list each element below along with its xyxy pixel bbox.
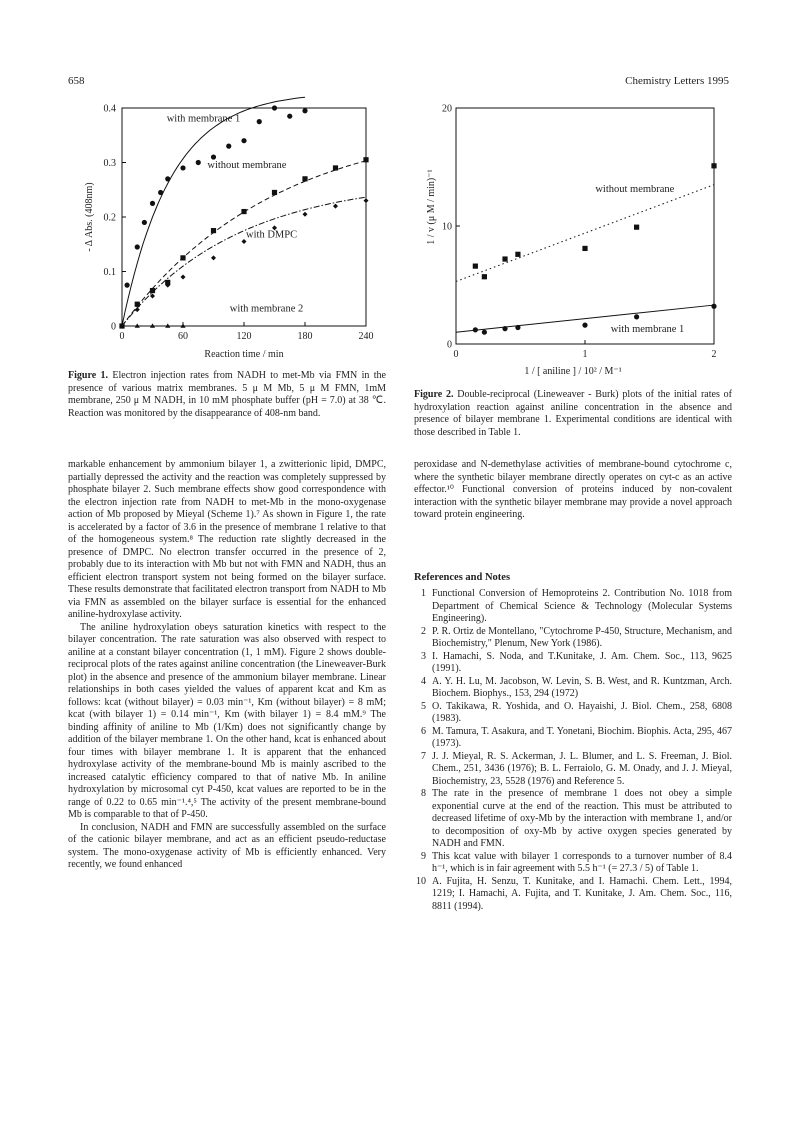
y-tick-label: 10 [442, 221, 452, 233]
y-tick-label: 20 [442, 103, 452, 115]
data-point [302, 176, 307, 181]
reference-item [414, 701, 732, 726]
data-point [272, 190, 277, 195]
legend-label: with DMPC [246, 229, 298, 241]
data-point [135, 307, 140, 312]
data-point [211, 154, 216, 159]
y-tick-label: 0.1 [103, 267, 116, 278]
data-point [473, 264, 478, 269]
y-tick-label: 0.2 [103, 212, 116, 224]
data-point [180, 165, 185, 170]
y-tick-label: 0 [111, 321, 116, 333]
reference-text: I. Hamachi, S. Noda, and T.Kunitake, J. Am. Chem. Soc., 113, 9625 (1991). [432, 650, 732, 674]
data-point [150, 288, 155, 293]
data-point [711, 304, 716, 309]
figure-2-caption-label: Figure 2. [414, 389, 454, 400]
data-point [226, 144, 231, 149]
body-paragraph: peroxidase and N-demethylase activities of membrane-bound cytochrome c, where the synthetic bilayer membrane directly operates on cyt-c as an active effector.¹⁰ Functional conversion of proteins induced by non-covalent interaction with the synthetic bilayer membrane may provide a novel approach toward protein engineering. [414, 459, 732, 520]
figure-2-caption-text: Double-reciprocal (Lineweaver - Burk) plots of the initial rates of hydroxylation reaction against aniline concentration in the absence and presence of bilayer membrane 1. Experimental conditions are identical with those described in Table 1. [414, 389, 732, 438]
reference-number: 9 [421, 850, 426, 862]
data-point [241, 138, 246, 143]
data-point [582, 323, 587, 328]
reference-number: 2 [421, 625, 426, 637]
x-tick-label: 0 [119, 331, 125, 342]
data-point [211, 255, 216, 260]
reference-item [414, 751, 732, 789]
data-point [364, 198, 369, 203]
data-point [135, 244, 140, 249]
data-point [135, 302, 140, 307]
figure-1-caption [68, 370, 386, 420]
reference-number: 4 [421, 675, 426, 687]
reference-number: 10 [416, 875, 426, 887]
data-point [634, 225, 639, 230]
reference-number: 5 [421, 700, 426, 712]
reference-text: J. J. Mieyal, R. S. Ackerman, J. L. Blumer, and L. S. Freeman, J. Biol. Chem., 251, 3436 (1976); B. L. Ferraiolo, G. M. Onady, and J. J. Mieyal, Biochemistry, 23, 5528 (1976) and Reference 5. [432, 750, 732, 787]
reference-text: M. Tamura, T. Asakura, and T. Yonetani, Biochim. Biophis. Acta, 295, 467 (1973). [432, 725, 732, 749]
reference-item [414, 726, 732, 751]
legend-label: with membrane 2 [229, 303, 304, 315]
data-point [502, 256, 507, 261]
figure-1-caption-text: Electron injection rates from NADH to met-Mb via FMN in the presence of various matrix membranes. 5 μ M Mb, 5 μ M FMN, 1mM membrane, 250 μ M NADH, in 10 mM phosphate buffer (pH = 7.0) at 38 ℃. Reaction was monitored by the disappearance of 408-nm band. [68, 370, 386, 419]
x-tick-label: 60 [178, 331, 188, 342]
plot-frame [456, 108, 714, 344]
x-tick-label: 2 [711, 349, 717, 360]
fit-line [456, 185, 714, 282]
figure-2-chart [410, 98, 740, 384]
data-point [302, 108, 307, 113]
x-axis-label: Reaction time / min [204, 349, 284, 360]
reference-item [414, 788, 732, 851]
data-point [158, 190, 163, 195]
reference-text: The rate in the presence of membrane 1 does not obey a simple exponential curve at the end of the reaction. This must be attributed to decreased lifetime of oxy-Mb by the interaction with membrane 1, and/or to decomposition of oxy-Mb by active oxygen species generated by NADH and FMN. [432, 788, 732, 849]
reference-text: A. Fujita, H. Senzu, T. Kunitake, and I. Hamachi. Chem. Lett., 1994, 1219; I. Hamachi, A. Fujita, and T. Kunitake, J. Am. Chem. Soc., 116, 8811 (1994). [432, 875, 732, 912]
reference-text: This kcat value with bilayer 1 corresponds to a turnover number of 8.4 h⁻¹, which is in fair agreement with 5.5 h⁻¹ (= 27.3 / 5) of Table 1. [432, 850, 732, 874]
reference-item [414, 588, 732, 626]
reference-number: 8 [421, 788, 426, 799]
data-point [241, 209, 246, 214]
data-point [363, 157, 368, 162]
data-point [272, 105, 277, 110]
reference-number: 7 [421, 750, 426, 762]
legend-label: with membrane 1 [166, 113, 241, 125]
references-list [414, 588, 732, 913]
data-point [482, 330, 487, 335]
reference-number: 1 [421, 588, 426, 599]
body-paragraph: markable enhancement by ammonium bilayer 1, a zwitterionic lipid, DMPC, partially depressed the activity and the reaction was completely suppressed by phosphate bilayer 2. Such membrane effects show good correspondence with the electron injection rate from NADH to met-Mb in the mono-oxygenase action of Mb proposed by Mieyal (Scheme 1).⁷ As shown in Figure 1, the rate is accelerated by a factor of 3.6 in the presence of membrane 1 relative to that of the homogeneous system.⁸ The reduction rate slightly decreased in the presence of DMPC. No electron transfer occurred in the presence of 2, probably due to its interaction with Mb but not with FMN and NADH, thus an efficient electron transport system not being formed on the bilayer surface. These results demonstrate that facilitated electron transport from NADH to Mb via FMN as assembled on the bilayer surface is essential for the enhanced aniline-hydroxylase activity. [68, 459, 386, 620]
figure-2-caption [414, 389, 732, 439]
data-point [165, 176, 170, 181]
figure-1 [60, 98, 390, 366]
data-point [211, 228, 216, 233]
data-point [181, 274, 186, 279]
reference-item [414, 651, 732, 676]
y-tick-label: 0 [447, 339, 452, 351]
reference-item [414, 876, 732, 914]
reference-number: 6 [421, 725, 426, 737]
reference-text: Functional Conversion of Hemoproteins 2. Contribution No. 1018 from Department of Chemical Science & Technology (Molecular Systems Engineering). [432, 588, 732, 624]
reference-text: P. R. Ortiz de Montellano, "Cytochrome P-450, Structure, Mechanism, and Biochemistry," Plenum, New York (1986). [432, 625, 732, 649]
data-point [333, 204, 338, 209]
data-point [142, 220, 147, 225]
reference-item [414, 626, 732, 651]
y-tick-label: 0.4 [103, 103, 116, 115]
data-point [150, 201, 155, 206]
data-point [482, 274, 487, 279]
body-paragraph: In conclusion, NADH and FMN are successfully assembled on the surface of the cationic bilayer membrane, and act as an efficient pseudo-reductase system. The mono-oxygenase activity of Mb is efficiently enhanced. Very recently, we found enhanced [68, 821, 386, 870]
y-axis-label: 1 / v (μ M / min)⁻¹ [426, 169, 437, 245]
figure-1-caption-label: Figure 1. [68, 370, 109, 381]
data-point [711, 163, 716, 168]
y-axis-label: - Δ Abs. (408nm) [84, 182, 95, 252]
data-point [196, 160, 201, 165]
figure-1-chart [60, 98, 390, 366]
figure-2 [410, 98, 740, 384]
y-tick-label: 0.3 [103, 158, 116, 169]
reference-number: 3 [421, 650, 426, 662]
x-tick-label: 120 [236, 331, 252, 342]
data-point [180, 255, 185, 260]
data-point [473, 327, 478, 332]
data-point [333, 165, 338, 170]
data-point [582, 246, 587, 251]
body-text-left [68, 459, 386, 872]
data-point [257, 119, 262, 124]
references-heading: References and Notes [414, 572, 511, 583]
reference-text: O. Takikawa, R. Yoshida, and O. Hayaishi, J. Biol. Chem., 258, 6808 (1983). [432, 700, 732, 724]
data-point [124, 283, 129, 288]
reference-item [414, 676, 732, 701]
data-point [303, 212, 308, 217]
x-tick-label: 180 [297, 331, 313, 342]
x-tick-label: 240 [358, 331, 374, 342]
x-tick-label: 1 [582, 349, 588, 360]
data-point [502, 326, 507, 331]
legend-label: without membrane [207, 159, 287, 171]
legend-label: with membrane 1 [610, 324, 685, 336]
page-number: 658 [68, 75, 85, 87]
legend-label: without membrane [595, 183, 675, 195]
body-text-right [414, 459, 732, 522]
data-point [287, 114, 292, 119]
reference-text: A. Y. H. Lu, M. Jacobson, W. Levin, S. B. West, and R. Kuntzman, Arch. Biochem. Biophys., 153, 294 (1972) [432, 675, 732, 699]
x-tick-label: 0 [453, 349, 459, 360]
data-point [515, 252, 520, 257]
reference-item [414, 851, 732, 876]
data-point [634, 314, 639, 319]
x-axis-label: 1 / [ aniline ] / 10² / M⁻¹ [524, 366, 622, 377]
journal-running-head: Chemistry Letters 1995 [625, 75, 729, 87]
data-point [515, 325, 520, 330]
body-paragraph: The aniline hydroxylation obeys saturation kinetics with respect to the bilayer concentration. The rate saturation was also observed with respect to aniline at a constant bilayer concentration (1, 1 mM). Figure 2 shows double-reciprocal plots of the rates against aniline concentration (the Lineweaver-Burk plot) in the absence and presence of the ammonium bilayer membrane. Linear relationships in both cases yielded the values of apparent kcat and Km as follows: kcat (without bilayer) = 0.03 min⁻¹, Km (without bilayer) = 8 mM; kcat (with bilayer 1) = 0.14 min⁻¹, Km (with bilayer 1) = 8.4 mM.⁹ The binding affinity of aniline to Mb (1/Km) does not significantly change by addition of the bilayer membrane 1. On the other hand, kcat is enhanced about four times with bilayer membrane 1. It is apparent that the enhanced hydroxylase activity of the membrane-bound Mb is mainly ascribed to the increased catalytic efficiency compared to that of native Mb. In aniline hydroxylation by microsomal cyt P-450, kcat values are reported to be in the range of 0.22 to 0.65 min⁻¹.⁴,⁵ The activity of the present membrane-bound Mb is comparable to that of P-450. [68, 621, 386, 820]
